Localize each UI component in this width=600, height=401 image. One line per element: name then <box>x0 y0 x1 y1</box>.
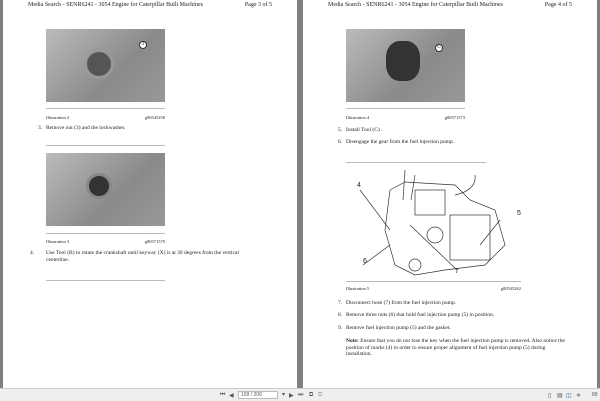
caption-id: g00571573 <box>444 115 465 120</box>
diagram-label: 7 <box>455 268 459 275</box>
step-text: Remove three nuts (6) that hold fuel injection pump (5) in position. <box>346 312 495 318</box>
illustration-3-image <box>46 153 165 226</box>
page-label: Page 3 of 5 <box>244 2 272 8</box>
step-text: Install Tool (C) . <box>346 127 383 133</box>
forward-view-icon[interactable]: ⧉ <box>318 392 323 398</box>
illustration-4-image <box>346 29 465 102</box>
step-text: Disengage the gear from the fuel injection pump. <box>346 139 455 145</box>
back-view-icon[interactable]: ⧉ <box>309 392 314 398</box>
header-title: Media Search - SENR6241 - 3054 Engine for Caterpillar Built Machines <box>28 2 203 8</box>
callout-label: C <box>435 44 443 52</box>
illustration-caption <box>346 115 465 120</box>
fuel-pump-diagram <box>345 170 535 278</box>
step-number: 3. <box>38 125 43 131</box>
note <box>346 338 571 358</box>
step-number: 4. <box>30 250 35 256</box>
caption-id: g00545262 <box>500 286 521 291</box>
illustration-caption <box>346 286 521 291</box>
step-8 <box>338 312 558 319</box>
step-number: 8. <box>338 312 343 318</box>
diagram-label: 4 <box>357 182 361 189</box>
last-page-icon[interactable]: ⏭ <box>298 392 304 398</box>
page-dropdown-icon[interactable]: ▾ <box>282 392 286 398</box>
divider <box>346 281 521 282</box>
caption-text: Illustration 4 <box>346 115 370 120</box>
caption-id: g00571570 <box>144 239 165 244</box>
divider <box>46 233 165 234</box>
caption-text: Illustration 3 <box>46 239 70 244</box>
caption-id: g00545258 <box>144 115 165 120</box>
page-header <box>328 2 572 8</box>
two-page-icon[interactable]: ◫ <box>566 393 572 399</box>
bottom-toolbar <box>0 388 600 401</box>
step-5 <box>338 127 558 134</box>
step-4 <box>30 250 258 263</box>
page-number-input[interactable]: 109 / 206 <box>238 391 278 399</box>
note-label: Note: <box>346 338 359 344</box>
step-text: Use Tool (B) to rotate the crankshaft until keyway (X) is at 30 degrees from the vertical centerline. <box>46 250 239 263</box>
caption-text: Illustration 2 <box>46 115 70 120</box>
note-text: Ensure that you do not lose the key when the fuel injection pump is removed. Also notice the position of marks (4) in order to ensure proper alignment of fuel injection pump (5) during installation. <box>346 338 565 357</box>
two-page-continuous-icon[interactable]: ≑ <box>576 393 582 399</box>
divider <box>346 162 486 163</box>
illustration-caption <box>46 239 165 244</box>
step-3 <box>38 125 258 132</box>
pdf-page-4 <box>303 0 597 388</box>
first-page-icon[interactable]: ⏮ <box>220 392 226 398</box>
divider <box>46 280 165 281</box>
illustration-2-image <box>46 29 165 102</box>
previous-page-icon[interactable]: ◀ <box>229 393 234 399</box>
step-7 <box>338 300 558 307</box>
step-text: Disconnect hose (7) from the fuel injection pump. <box>346 300 456 306</box>
page-label: Page 4 of 5 <box>544 2 572 8</box>
callout-label: 3 <box>139 41 147 49</box>
illustration-caption <box>46 115 165 120</box>
step-9 <box>338 325 558 332</box>
diagram-label: 6 <box>363 258 367 265</box>
step-number: 9. <box>338 325 343 331</box>
step-text: Remove nut (3) and the lockwasher. <box>46 125 126 131</box>
step-number: 6. <box>338 139 343 145</box>
next-page-icon[interactable]: ▶ <box>289 393 294 399</box>
divider <box>46 108 165 109</box>
single-page-icon[interactable]: ▯ <box>548 393 552 399</box>
divider <box>46 145 165 146</box>
pdf-page-3 <box>3 0 297 388</box>
diagram-label: 5 <box>517 210 521 217</box>
page-header <box>28 2 272 8</box>
divider <box>346 108 465 109</box>
continuous-page-icon[interactable]: ▤ <box>557 393 563 399</box>
header-title: Media Search - SENR6241 - 3054 Engine for Caterpillar Built Machines <box>328 2 503 8</box>
step-text: Remove fuel injection pump (5) and the gasket. <box>346 325 451 331</box>
step-number: 7. <box>338 300 343 306</box>
zoom-level[interactable]: 89 <box>592 392 598 398</box>
caption-text: Illustration 5 <box>346 286 370 291</box>
step-number: 5. <box>338 127 343 133</box>
step-6 <box>338 139 558 146</box>
